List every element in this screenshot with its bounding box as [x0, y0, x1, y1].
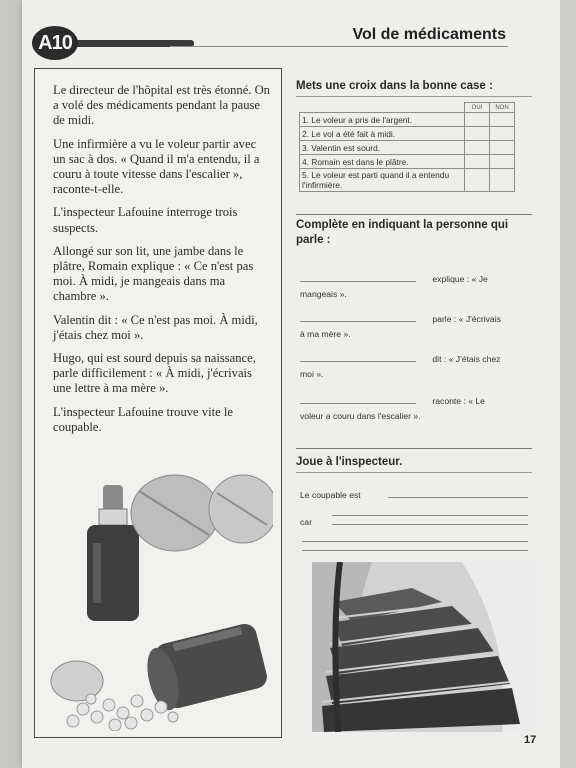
story-paragraph: Le directeur de l'hôpital est très étonné. On a volé des médicaments pendant la pause de midi. [53, 83, 270, 128]
magnifier-icon [32, 26, 78, 60]
dropper-bottle-icon [87, 485, 139, 621]
story-paragraph: Allongé sur son lit, une jambe dans le plâtre, Romain explique : « Ce n'est pas moi. À midi, je mangeais dans ma chambre ». [53, 243, 254, 304]
culprit-line [300, 490, 522, 500]
page-number: 17 [524, 734, 537, 746]
staircase-photo [312, 562, 534, 732]
section-divider [296, 472, 532, 473]
story-paragraph: Valentin dit : « Ce n'est pas moi. À midi, j'étais chez moi ». [53, 312, 258, 342]
exercise-inspector-title: Joue à l'inspecteur. [296, 456, 403, 468]
culprit-label: Le coupable est [300, 490, 361, 500]
checkbox-yes[interactable] [465, 169, 490, 192]
checkbox-no[interactable] [490, 141, 515, 155]
medicines-illustration [47, 473, 273, 731]
true-false-table [299, 102, 515, 192]
because-line [300, 517, 522, 527]
answer-line[interactable] [332, 515, 528, 516]
story-paragraph: L'inspecteur Lafouine interroge trois suspects. [53, 205, 238, 235]
checkbox-no[interactable] [490, 169, 515, 192]
table-row [300, 141, 515, 155]
answer-line[interactable] [302, 550, 528, 551]
page-shadow-right [560, 0, 576, 768]
checkbox-no[interactable] [490, 127, 515, 141]
table-row [300, 113, 515, 127]
answer-line[interactable] [300, 361, 416, 362]
answer-line[interactable] [302, 541, 528, 542]
dialog-item: explique : « Je mangeais ». [300, 274, 488, 299]
exercise-cross-header [296, 80, 532, 97]
section-divider [296, 214, 532, 215]
exercise-complete-title: Complète en indiquant la personne qui parle : [296, 219, 509, 246]
story-paragraph: Hugo, qui est sourd depuis sa naissance, parle difficilement : « À midi, j'écrivais une lettre à ma mère ». [53, 351, 256, 396]
column-no: NON [490, 103, 515, 113]
story-paragraph: Une infirmière a vu le voleur partir avec un sac à dos. « Quand il m'a entendu, il a couru à toute vitesse dans l'escalier », raconte-t-elle. [53, 136, 260, 197]
dialog-item: dit : « J'étais chez moi ». [300, 354, 501, 379]
statement: 2. Le vol a été fait à midi. [300, 127, 465, 141]
exercise-cross-title: Mets une croix dans la bonne case : [296, 80, 493, 92]
bottle-cap-icon [51, 661, 103, 701]
story-box [34, 68, 282, 738]
dialog-item: parle : « J'écrivais à ma mère ». [300, 314, 501, 339]
answer-line[interactable] [300, 403, 416, 404]
checkbox-no[interactable] [490, 155, 515, 169]
title-divider [170, 46, 508, 47]
pill-bottle-icon [142, 621, 270, 713]
table-row [300, 169, 515, 192]
answer-line[interactable] [332, 524, 528, 525]
checkbox-yes[interactable] [465, 113, 490, 127]
tablets-icon [131, 475, 273, 551]
lesson-code: A10 [38, 31, 72, 54]
checkbox-yes[interactable] [465, 141, 490, 155]
column-yes: OUI [465, 103, 490, 113]
page-shadow-left [0, 0, 22, 768]
checkbox-yes[interactable] [465, 155, 490, 169]
page-title: Vol de médicaments [352, 26, 506, 43]
answer-line[interactable] [388, 497, 528, 498]
section-divider [296, 448, 532, 449]
table-row [300, 127, 515, 141]
because-label: car [300, 517, 312, 527]
table-row [300, 155, 515, 169]
statement: 4. Romain est dans le plâtre. [300, 155, 465, 169]
statement: 1. Le voleur a pris de l'argent. [300, 113, 465, 127]
exercise-inspector-header [296, 456, 532, 473]
section-divider [296, 96, 532, 97]
statement: 5. Le voleur est parti quand il a entendu l'infirmière. [300, 169, 465, 192]
checkbox-yes[interactable] [465, 127, 490, 141]
answer-line[interactable] [300, 321, 416, 322]
story-text [53, 83, 271, 443]
story-paragraph: L'inspecteur Lafouine trouve vite le coupable. [53, 404, 233, 434]
exercise-complete-header [296, 218, 532, 248]
checkbox-no[interactable] [490, 113, 515, 127]
dialog-item: raconte : « Le voleur a couru dans l'escalier ». [300, 396, 485, 421]
lesson-badge [32, 26, 96, 60]
answer-line[interactable] [300, 281, 416, 282]
statement: 3. Valentin est sourd. [300, 141, 465, 155]
